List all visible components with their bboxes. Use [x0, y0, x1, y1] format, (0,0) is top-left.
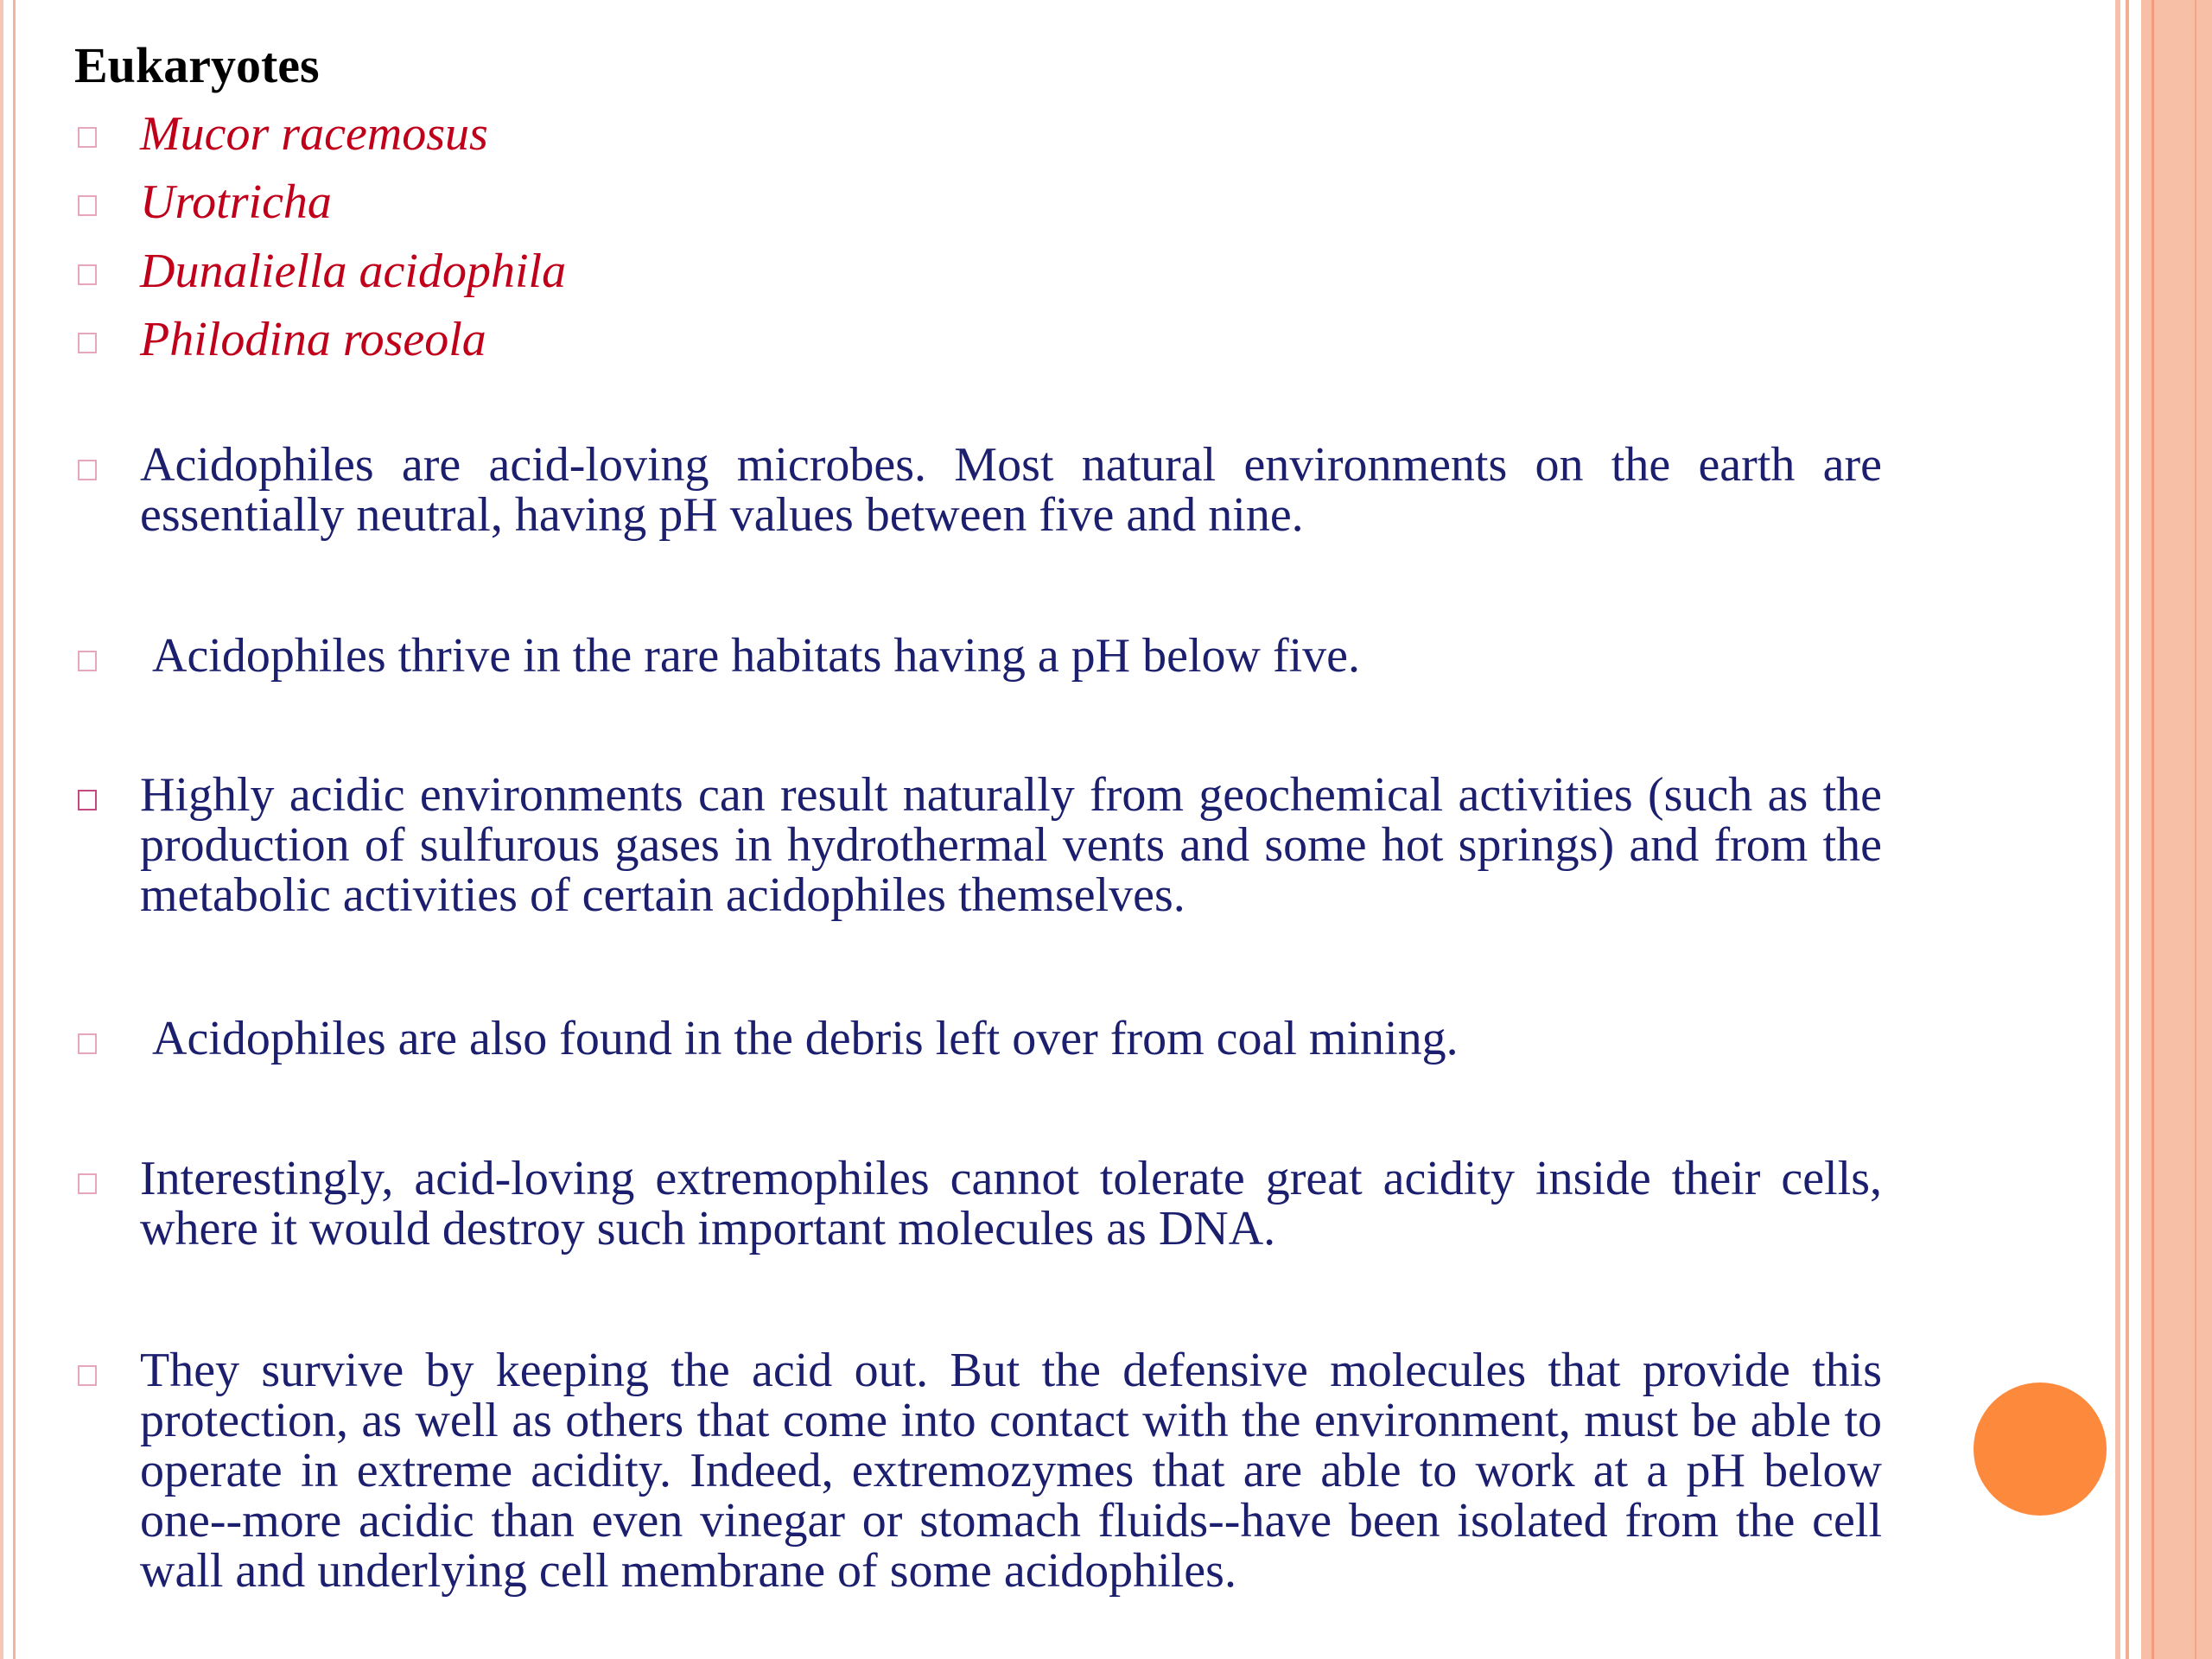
- square-bullet-icon: [78, 127, 97, 148]
- paragraph: Acidophiles thrive in the rare habitats having a pH below five.: [152, 629, 1361, 683]
- paragraph: Highly acidic environments can result naturally from geochemical activities (such as the production of sulfurous gases in hydrothermal vents and some hot springs) and from the metabolic activities of certain acidophiles themselves.: [140, 768, 1882, 922]
- slide-heading: Eukaryotes: [74, 37, 320, 93]
- square-bullet-icon: [78, 195, 97, 216]
- square-bullet-icon: [78, 264, 97, 285]
- orange-circle-decoration: [1974, 1382, 2107, 1516]
- species-item: Mucor racemosus: [140, 107, 488, 161]
- paragraph: They survive by keeping the acid out. But the defensive molecules that provide this protection, as well as others that come into contact with the environment, must be able to operate in extreme acidity. Indeed, extremozymes that are able to work at a pH below one--more acidic than even vinegar or stomach fluids--have been isolated from the cell wall and underlying cell membrane of some acidophiles.: [140, 1344, 1882, 1598]
- paragraph: Acidophiles are acid-loving microbes. Most natural environments on the earth are essentially neutral, having pH values between five and nine.: [140, 438, 1882, 542]
- square-bullet-icon: [78, 1033, 97, 1054]
- right-border-stripe-2: [2195, 0, 2196, 1659]
- right-border-line-2: [2126, 0, 2129, 1659]
- right-border-stripe: [2152, 0, 2154, 1659]
- species-item: Dunaliella acidophila: [140, 245, 567, 298]
- square-bullet-icon: [78, 651, 97, 671]
- right-border-line: [2115, 0, 2120, 1659]
- paragraph: Acidophiles are also found in the debris left over from coal mining.: [152, 1012, 1459, 1065]
- square-bullet-icon: [78, 1365, 97, 1386]
- square-bullet-icon: [78, 1173, 97, 1194]
- left-border-inner: [13, 0, 16, 1659]
- square-bullet-icon: [78, 460, 97, 480]
- square-bullet-icon: [78, 790, 97, 810]
- species-item: Philodina roseola: [140, 313, 486, 366]
- species-item: Urotricha: [140, 175, 332, 229]
- square-bullet-icon: [78, 333, 97, 353]
- left-border-outer: [0, 0, 3, 1659]
- paragraph: Interestingly, acid-loving extremophiles cannot tolerate great acidity inside their cells, where it would destroy such important molecules as DNA.: [140, 1152, 1882, 1255]
